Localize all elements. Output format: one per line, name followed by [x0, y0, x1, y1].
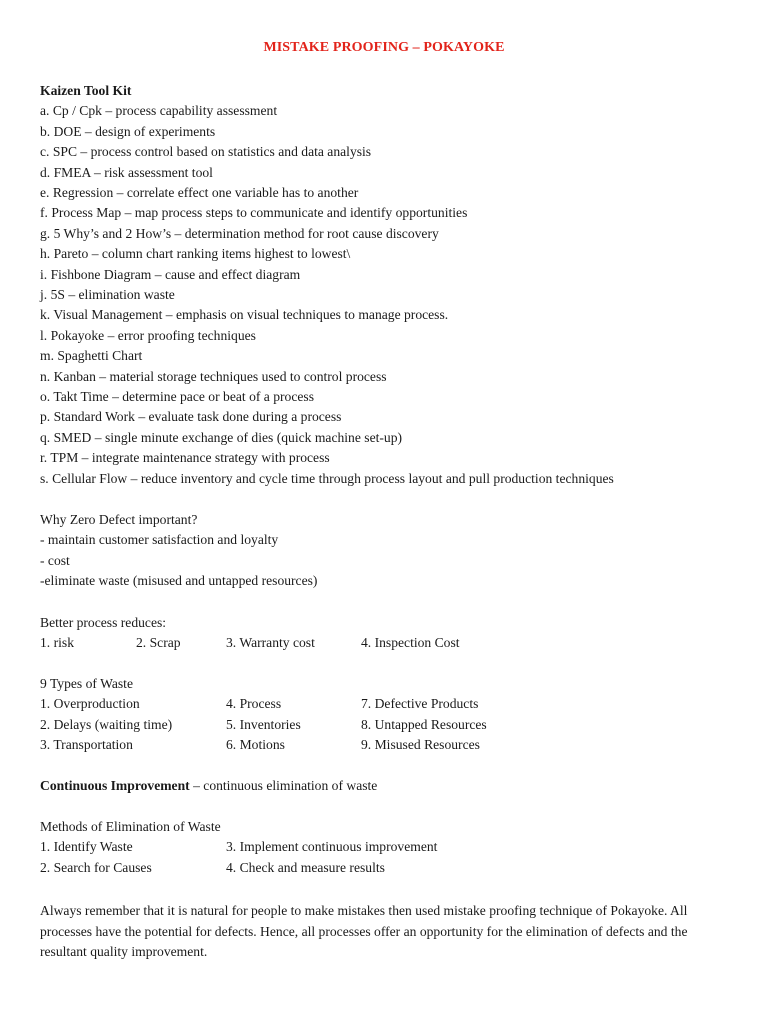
kaizen-item: k. Visual Management – emphasis on visual techniques to manage process. — [40, 307, 449, 323]
waste-types-heading: 9 Types of Waste — [40, 676, 133, 691]
kaizen-item: h. Pareto – column chart ranking items highest to lowest\ — [40, 246, 351, 262]
zero-defect-item: - maintain customer satisfaction and loyalty — [40, 532, 279, 548]
elimination-heading: Methods of Elimination of Waste — [40, 819, 221, 834]
waste-item: 8. Untapped Resources — [361, 716, 487, 732]
continuous-improvement-term: Continuous Improvement — [40, 778, 190, 793]
kaizen-item: g. 5 Why’s and 2 How’s – determination method for root cause discovery — [40, 225, 439, 241]
better-process-row — [40, 634, 640, 652]
kaizen-item: j. 5S – elimination waste — [40, 287, 175, 302]
kaizen-item: r. TPM – integrate maintenance strategy with process — [40, 450, 330, 466]
continuous-improvement-definition: – continuous elimination of waste — [189, 778, 378, 793]
better-process-item: 3. Warranty cost — [226, 635, 315, 651]
waste-row — [40, 716, 640, 734]
elimination-row — [40, 838, 640, 856]
better-process-item: 2. Scrap — [136, 635, 181, 651]
waste-item: 6. Motions — [226, 737, 285, 753]
closing-paragraph: Always remember that it is natural for people to make mistakes then used mistake proofing technique of Pokayoke. All processes have the potential for defects. Hence, all processes offer an opportunity for the elimination of defects and the resultant quality improvement. — [40, 903, 688, 960]
better-process-heading: Better process reduces: — [40, 615, 167, 630]
better-process-item: 4. Inspection Cost — [361, 635, 460, 651]
kaizen-item: b. DOE – design of experiments — [40, 123, 216, 139]
continuous-improvement-line — [40, 777, 377, 795]
better-process-item: 1. risk — [40, 635, 74, 651]
waste-item: 3. Transportation — [40, 737, 133, 753]
zero-defect-heading: Why Zero Defect important? — [40, 512, 198, 527]
kaizen-item: c. SPC – process control based on statistics and data analysis — [40, 144, 372, 160]
elimination-item: 3. Implement continuous improvement — [226, 839, 438, 855]
kaizen-item: m. Spaghetti Chart — [40, 348, 143, 364]
kaizen-item: l. Pokayoke – error proofing techniques — [40, 327, 256, 343]
kaizen-item: q. SMED – single minute exchange of dies (quick machine set-up) — [40, 429, 403, 445]
elimination-item: 2. Search for Causes — [40, 859, 152, 875]
waste-row — [40, 736, 640, 754]
waste-item: 2. Delays (waiting time) — [40, 716, 173, 732]
waste-item: 5. Inventories — [226, 716, 301, 732]
kaizen-item: e. Regression – correlate effect one variable has to another — [40, 185, 359, 200]
elimination-item: 1. Identify Waste — [40, 839, 133, 855]
kaizen-item: f. Process Map – map process steps to communicate and identify opportunities — [40, 205, 468, 221]
kaizen-item: s. Cellular Flow – reduce inventory and cycle time through process layout and pull production techniques — [40, 470, 614, 486]
zero-defect-item: - cost — [40, 552, 70, 568]
kaizen-item: o. Takt Time – determine pace or beat of a process — [40, 389, 314, 404]
kaizen-item: n. Kanban – material storage techniques used to control process — [40, 368, 387, 384]
waste-item: 9. Misused Resources — [361, 737, 480, 753]
waste-item: 7. Defective Products — [361, 696, 479, 712]
waste-item: 4. Process — [226, 696, 282, 712]
elimination-item: 4. Check and measure results — [226, 859, 385, 875]
page-title: MISTAKE PROOFING – POKAYOKE — [263, 40, 505, 55]
zero-defect-item: -eliminate waste (misused and untapped resources) — [40, 573, 318, 589]
kaizen-item: p. Standard Work – evaluate task done during a process — [40, 409, 342, 425]
waste-item: 1. Overproduction — [40, 696, 140, 712]
kaizen-item: d. FMEA – risk assessment tool — [40, 164, 213, 180]
kaizen-heading: Kaizen Tool Kit — [40, 83, 132, 98]
waste-row — [40, 695, 640, 713]
kaizen-item: a. Cp / Cpk – process capability assessment — [40, 103, 278, 119]
elimination-row — [40, 859, 640, 877]
kaizen-item: i. Fishbone Diagram – cause and effect diagram — [40, 266, 301, 282]
